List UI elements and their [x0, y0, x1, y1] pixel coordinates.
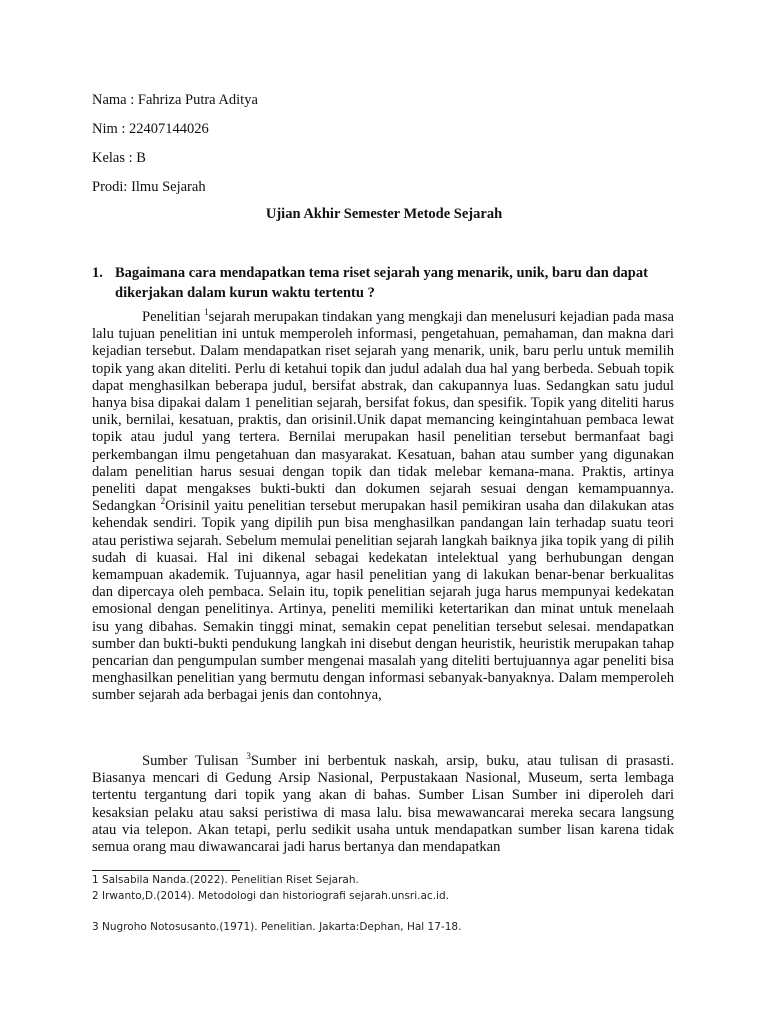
- question-number: 1.: [92, 265, 103, 281]
- student-nim: Nim : 22407144026: [92, 121, 209, 137]
- body-paragraph-2: [92, 753, 674, 856]
- student-class: Kelas : B: [92, 150, 146, 166]
- footnote-3: 3 Nugroho Notosusanto.(1971). Penelitian. Jakarta:Dephan, Hal 17-18.: [92, 921, 462, 933]
- paragraph-2-text: [92, 753, 674, 856]
- body-paragraph-1: [92, 309, 674, 705]
- document-title: Ujian Akhir Semester Metode Sejarah: [265, 206, 503, 222]
- question-1: [92, 263, 675, 303]
- paragraph-1-part-1: sejarah merupakan tindakan yang mengkaji dan menelusuri kejadian pada masa lalu tujuan penelitian ini untuk memperoleh informasi, pengetahuan, pemahaman, dan makna dari kejadian tersebut. Dalam mendapatkan riset sejarah yang menarik, unik, baru perlu untuk memilih topik yang akan diteliti. Perlu di ketahui topik dan judul adalah dua hal yang berbeda. Sebuah topik dapat menghasilkan beberapa judul, bersifat abstrak, dan cakupannya luas. Sedangkan satu judul hanya bisa dipakai dalam 1 penelitian sejarah, bersifat fokus, dan spesifik. Topik yang diteliti harus unik, bernilai, kesatuan, praktis, dan orisinil.Unik dapat memancing keingintahuan pembaca lewat topik atau judul yang tertera. Bernilai merupakan hasil penelitian tersebut bermanfaat bagi perkembangan ilmu pengetahuan dan masyarakat. Kesatuan, bahan atau sumber yang digunakan dalam penelitian harus sesuai dengan topik dan tidak melebar kemana-mana. Praktis, artinya peneliti dapat mengakses bukti-bukti dan dokumen sejarah sesuai dengan kemampuannya. Sedangkan: [92, 309, 674, 515]
- question-text: Bagaimana cara mendapatkan tema riset sejarah yang menarik, unik, baru dan dapat dikerjakan dalam kurun waktu tertentu ?: [115, 265, 648, 301]
- footnote-1: 1 Salsabila Nanda.(2022). Penelitian Riset Sejarah.: [92, 874, 359, 886]
- student-name: Nama : Fahriza Putra Aditya: [92, 92, 258, 108]
- study-program: Prodi: Ilmu Sejarah: [92, 179, 206, 195]
- paragraph-2-part-1: Sumber ini berbentuk naskah, arsip, buku, atau tulisan di prasasti. Biasanya mencari di Gedung Arsip Nasional, Perpustakaan Nasional, Museum, serta lembaga tertentu tergantung dari topik yang akan di bahas. Sumber Lisan Sumber ini diperoleh dari kesaksian pelaku atau saksi peristiwa di masa lalu. bisa mewawancarai mereka secara langsung atau via telepon. Akan tetapi, perlu sedikit usaha untuk mendapatkan sumber lisan karena tidak semua orang mau diwawancarai jadi harus bertanya dan mendapatkan: [92, 753, 674, 856]
- paragraph-1-lead: Penelitian: [142, 309, 205, 325]
- footnote-separator: [92, 870, 240, 871]
- footnote-2: 2 Irwanto,D.(2014). Metodologi dan historiografi sejarah.unsri.ac.id.: [92, 890, 449, 902]
- footnote-ref-3: 3: [246, 751, 251, 762]
- paragraph-2-lead: Sumber Tulisan: [142, 753, 247, 769]
- paragraph-1-part-2: Orisinil yaitu penelitian tersebut merupakan hasil pemikiran usaha dan dilakukan atas kehendak sendiri. Topik yang dipilih pun bisa menghasilkan pandangan lain terhadap suatu teori atau peristiwa sejarah. Sebelum memulai penelitian sejarah langkah baiknya jika topik yang di pilih sudah di kuasai. Hal ini dikenal sebagai kedekatan intelektual yang berhubungan dengan kemampuan akademik. Tujuannya, agar hasil penelitian yang di lakukan benar-benar berkualitas dan dipercaya oleh pembaca. Selain itu, topik penelitian sejarah juga harus mempunyai kedekatan emosional dengan penelitinya. Artinya, peneliti memiliki ketertarikan dan minat untuk menelaah isu yang dibahas. Semakin tinggi minat, semakin cepat penelitian tersebut selesai. mendapatkan sumber dan bukti-bukti pendukung langkah ini disebut dengan heuristik, heuristik merupakan tahap pencarian dan pengumpulan sumber mengenai masalah yang diteliti bertujuannya agar peneliti bisa menghasilkan penelitian yang bermutu dengan informasi sebanyak-banyaknya. Dalam memperoleh sumber sejarah ada berbagai jenis dan contohnya,: [92, 498, 675, 704]
- footnote-ref-1: 1: [204, 307, 209, 318]
- paragraph-1-text: [92, 309, 674, 705]
- footnote-ref-2: 2: [160, 496, 166, 507]
